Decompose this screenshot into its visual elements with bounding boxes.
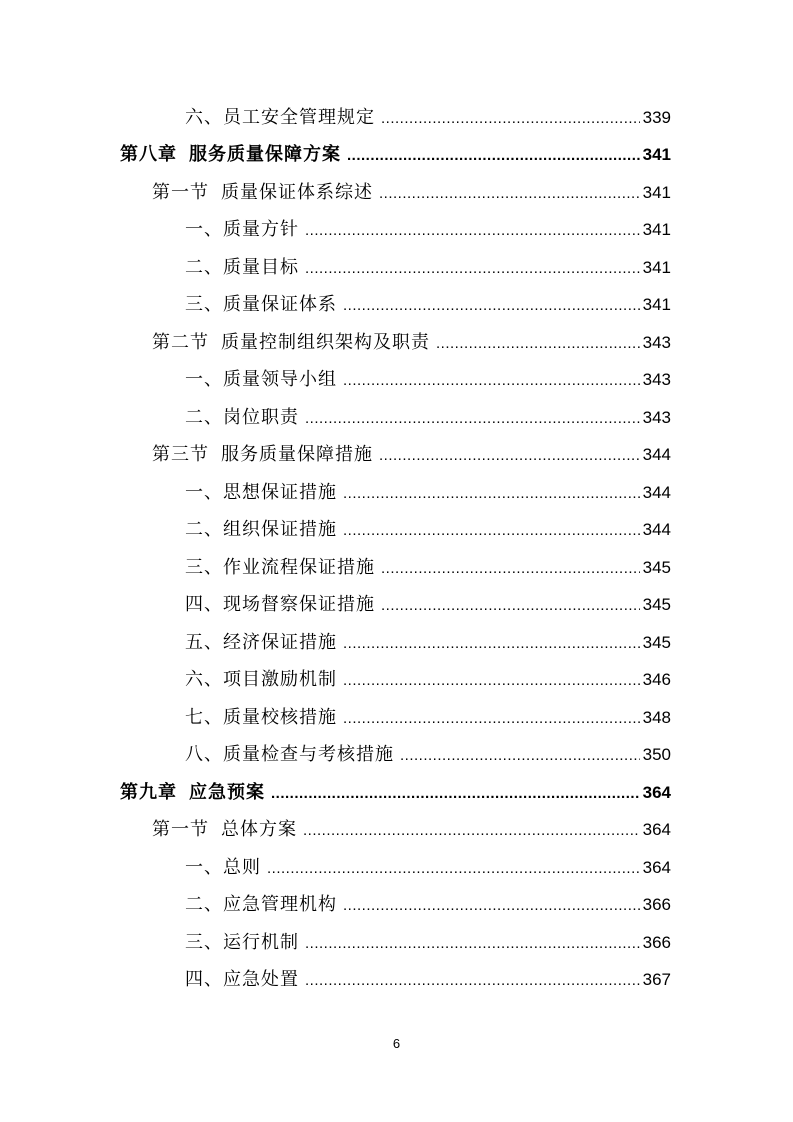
toc-entry-title: 服务质量保障措施 xyxy=(221,444,373,465)
toc-entry[interactable] xyxy=(185,926,671,956)
toc-entry-number: 一、 xyxy=(185,369,223,390)
toc-entry-number: 六、 xyxy=(185,107,223,128)
toc-entry-page: 344 xyxy=(642,445,671,464)
toc-entry-label xyxy=(152,442,373,468)
toc-entry-title: 应急管理机构 xyxy=(223,894,337,915)
toc-entry-number: 一、 xyxy=(185,857,223,878)
dot-leader xyxy=(267,857,640,881)
dot-leader xyxy=(343,519,640,543)
toc-entry[interactable] xyxy=(185,363,671,393)
toc-entry[interactable] xyxy=(185,738,671,768)
dot-leader xyxy=(436,332,640,356)
toc-entry-number: 五、 xyxy=(185,632,223,653)
toc-entry[interactable] xyxy=(185,701,671,731)
toc-entry-number: 六、 xyxy=(185,669,223,690)
toc-entry[interactable] xyxy=(185,551,671,581)
toc-entry-label xyxy=(185,892,337,918)
dot-leader xyxy=(305,969,640,993)
toc-entry-label xyxy=(185,405,299,431)
toc-entry-page: 343 xyxy=(642,370,671,389)
toc-entry[interactable] xyxy=(185,101,671,131)
toc-entry-number: 第一节 xyxy=(152,819,209,840)
toc-entry-page: 343 xyxy=(642,408,671,427)
toc-entry-title: 思想保证措施 xyxy=(223,482,337,503)
toc-entry-page: 341 xyxy=(642,220,671,239)
toc-entry-title: 质量检查与考核措施 xyxy=(223,744,394,765)
toc-entry-page: 345 xyxy=(642,633,671,652)
toc-entry-number: 三、 xyxy=(185,294,223,315)
toc-entry[interactable] xyxy=(185,663,671,693)
toc-entry-page: 341 xyxy=(642,183,671,202)
toc-entry[interactable] xyxy=(152,176,671,206)
toc-entry-title: 服务质量保障方案 xyxy=(189,144,341,165)
toc-entry-page: 364 xyxy=(642,858,671,877)
toc-entry-number: 第一节 xyxy=(152,182,209,203)
toc-entry-page: 339 xyxy=(642,108,671,127)
toc-entry-label xyxy=(120,142,341,168)
toc-entry-page: 366 xyxy=(642,933,671,952)
toc-entry-title: 质量保证体系综述 xyxy=(221,182,373,203)
toc-entry-label xyxy=(185,592,375,618)
toc-entry-title: 作业流程保证措施 xyxy=(223,557,375,578)
toc-entry-number: 四、 xyxy=(185,969,223,990)
toc-entry-page: 341 xyxy=(642,295,671,314)
toc-entry[interactable] xyxy=(152,813,671,843)
dot-leader xyxy=(400,744,640,768)
toc-entry-title: 质量保证体系 xyxy=(223,294,337,315)
toc-entry-page: 344 xyxy=(642,483,671,502)
toc-entry[interactable] xyxy=(185,476,671,506)
toc-entry-number: 一、 xyxy=(185,482,223,503)
toc-entry[interactable] xyxy=(185,213,671,243)
toc-entry-title: 质量控制组织架构及职责 xyxy=(221,332,430,353)
toc-entry-page: 364 xyxy=(642,783,671,802)
dot-leader xyxy=(303,819,640,843)
dot-leader xyxy=(379,182,640,206)
toc-entry-number: 第二节 xyxy=(152,332,209,353)
toc-entry-title: 员工安全管理规定 xyxy=(223,107,375,128)
toc-entry-title: 应急预案 xyxy=(189,782,265,803)
toc-entry-label xyxy=(185,967,299,993)
toc-entry[interactable] xyxy=(152,438,671,468)
toc-entry-label xyxy=(185,105,375,131)
toc-entry-number: 第三节 xyxy=(152,444,209,465)
toc-entry-label xyxy=(185,742,394,768)
toc-entry-title: 质量目标 xyxy=(223,257,299,278)
toc-entry-title: 运行机制 xyxy=(223,932,299,953)
dot-leader xyxy=(343,669,640,693)
dot-leader xyxy=(305,932,640,956)
toc-entry-page: 366 xyxy=(642,895,671,914)
toc-entry-title: 经济保证措施 xyxy=(223,632,337,653)
toc-entry-title: 总则 xyxy=(223,857,261,878)
toc-entry-number: 三、 xyxy=(185,932,223,953)
toc-entry-number: 二、 xyxy=(185,257,223,278)
dot-leader xyxy=(343,632,640,656)
dot-leader xyxy=(271,782,640,806)
toc-entry-page: 345 xyxy=(642,558,671,577)
toc-entry-label xyxy=(185,930,299,956)
toc-entry-page: 364 xyxy=(642,820,671,839)
dot-leader xyxy=(381,594,640,618)
toc-entry[interactable] xyxy=(185,251,671,281)
toc-entry-label xyxy=(185,705,337,731)
toc-entry-label xyxy=(185,555,375,581)
toc-entry-page: 346 xyxy=(642,670,671,689)
dot-leader xyxy=(343,294,640,318)
dot-leader xyxy=(343,369,640,393)
toc-entry-number: 三、 xyxy=(185,557,223,578)
toc-entry-label xyxy=(185,667,337,693)
toc-entry-number: 八、 xyxy=(185,744,223,765)
toc-entry-number: 二、 xyxy=(185,519,223,540)
toc-entry[interactable] xyxy=(120,776,671,806)
toc-entry-title: 应急处置 xyxy=(223,969,299,990)
toc-entry-number: 二、 xyxy=(185,407,223,428)
toc-entry-title: 项目激励机制 xyxy=(223,669,337,690)
toc-entry[interactable] xyxy=(185,513,671,543)
toc-entry-title: 岗位职责 xyxy=(223,407,299,428)
toc-entry-label xyxy=(185,255,299,281)
toc-entry-title: 质量方针 xyxy=(223,219,299,240)
dot-leader xyxy=(343,482,640,506)
toc-entry-label xyxy=(185,480,337,506)
toc-entry-title: 现场督察保证措施 xyxy=(223,594,375,615)
toc-entry-number: 七、 xyxy=(185,707,223,728)
toc-entry-label xyxy=(185,517,337,543)
dot-leader xyxy=(381,557,640,581)
toc-entry-title: 总体方案 xyxy=(221,819,297,840)
toc-entry-label xyxy=(185,217,299,243)
toc-entry[interactable] xyxy=(185,401,671,431)
toc-entry-page: 343 xyxy=(642,333,671,352)
toc-entry-page: 348 xyxy=(642,708,671,727)
toc-entry[interactable] xyxy=(185,288,671,318)
toc-entry[interactable] xyxy=(185,588,671,618)
dot-leader xyxy=(305,219,640,243)
toc-entry-number: 第八章 xyxy=(120,144,177,165)
dot-leader xyxy=(347,144,640,168)
toc-entry-page: 367 xyxy=(642,970,671,989)
page-number: 6 xyxy=(392,1036,401,1051)
toc-entry-number: 二、 xyxy=(185,894,223,915)
dot-leader xyxy=(379,444,640,468)
toc-entry[interactable] xyxy=(120,138,671,168)
toc-entry-label xyxy=(185,630,337,656)
toc-entry-label xyxy=(185,292,337,318)
toc-entry-number: 第九章 xyxy=(120,782,177,803)
toc-entry-page: 341 xyxy=(642,145,671,164)
toc-entry[interactable] xyxy=(185,626,671,656)
toc-entry-label xyxy=(152,817,297,843)
toc-entry[interactable] xyxy=(185,888,671,918)
toc-entry-page: 350 xyxy=(642,745,671,764)
toc-entry-title: 组织保证措施 xyxy=(223,519,337,540)
dot-leader xyxy=(305,257,640,281)
toc-entry-label xyxy=(120,780,265,806)
dot-leader xyxy=(343,707,640,731)
toc-entry-number: 四、 xyxy=(185,594,223,615)
dot-leader xyxy=(305,407,640,431)
toc-entry-page: 345 xyxy=(642,595,671,614)
toc-entry[interactable] xyxy=(152,326,671,356)
toc-entry-label xyxy=(185,367,337,393)
toc-entry-title: 质量校核措施 xyxy=(223,707,337,728)
dot-leader xyxy=(381,107,640,131)
dot-leader xyxy=(343,894,640,918)
toc-entry-title: 质量领导小组 xyxy=(223,369,337,390)
toc-entry-page: 341 xyxy=(642,258,671,277)
toc-entry[interactable] xyxy=(185,851,671,881)
toc-entry-label xyxy=(152,180,373,206)
toc-entry-label xyxy=(185,855,261,881)
toc-entry-number: 一、 xyxy=(185,219,223,240)
toc-entry-label xyxy=(152,330,430,356)
toc-entry-page: 344 xyxy=(642,520,671,539)
toc-entry[interactable] xyxy=(185,963,671,993)
